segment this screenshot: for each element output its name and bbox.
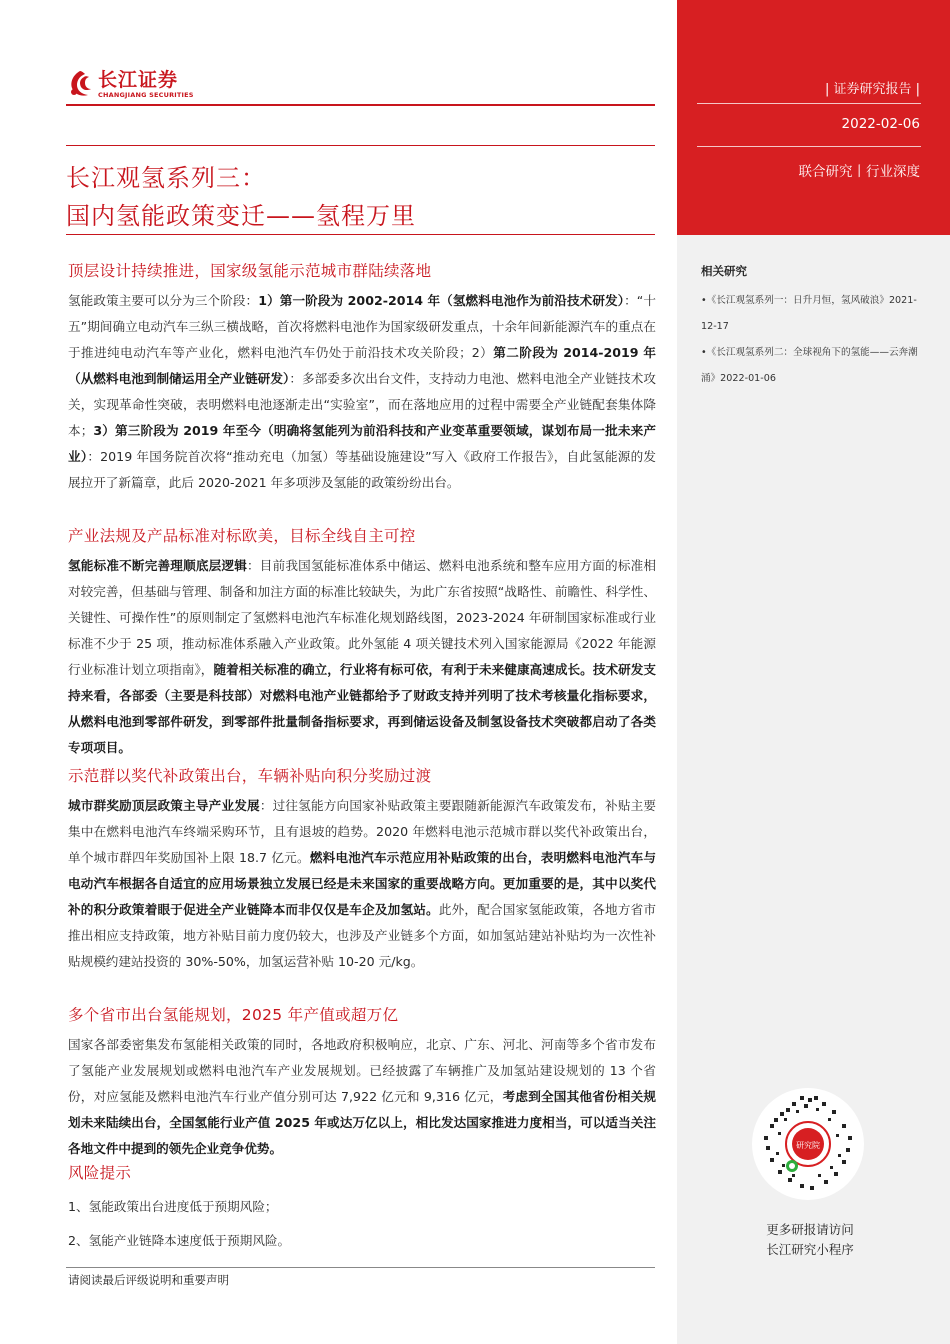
bold-text-run: 3）第三阶段为 2019 年至今（明确将氢能列为前沿科技和产业变革重要领域，谋划布局一批未来产业）	[68, 423, 656, 464]
text-run: ：目前我国氢能标准体系中储运、燃料电池系统和整车应用方面的标准相对较完善，但基础与管理、制备和加注方面的标准比较缺失，为此广东省按照“战略性、前瞻性、科学性、关键性、可操作性”的原则制定了氢燃料电池汽车标准化规划路线图，2023-2024 年研制国家标准或行业标准不少于 25 项，推动标准体系融入产业政策。此外氢能 4 项关键技术列入国家能源局《2022 年能源行业标准计划立项指南》，	[68, 558, 657, 677]
bold-text-run: 1）第一阶段为 2002-2014 年（氢燃料电池作为前沿技术研发）	[258, 293, 625, 308]
risk-item-1: 1、氢能政策出台进度低于预期风险；	[68, 1199, 278, 1214]
brand-name-cn: 长江证券	[98, 69, 179, 91]
section-heading-2: 产业法规及产品标准对标欧美，目标全线自主可控	[68, 527, 416, 545]
text-run: 氢能政策主要可以分为三个阶段：	[68, 293, 259, 308]
changjiang-logo-icon	[66, 69, 94, 99]
report-type: 联合研究丨行业深度	[798, 164, 920, 180]
sidebar-divider-1	[697, 103, 921, 104]
report-title-line1: 长江观氢系列三：	[66, 164, 266, 192]
qr-code-icon	[752, 1088, 864, 1200]
section-heading-4: 多个省市出台氢能规划，2025 年产值或超万亿	[68, 1006, 399, 1024]
risk-item-2: 2、氢能产业链降本速度低于预期风险。	[68, 1233, 291, 1248]
section-body-3	[68, 793, 656, 975]
section-heading-1: 顶层设计持续推进，国家级氢能示范城市群陆续落地	[68, 262, 432, 280]
text-run: 国家各部委密集发布氢能相关政策的同时，各地政府积极响应，北京、广东、河北、河南等多个省市发布了氢能产业发展规划或燃料电池汽车产业发展规划。已经披露了车辆推广及加氢站建设规划的 13 个省份，对应氢能及燃料电池汽车行业产值分别可达 7,922 亿元和 9,316 亿元，	[68, 1037, 656, 1104]
mini-program-qr-code[interactable]	[752, 1088, 864, 1200]
section-heading-3: 示范群以奖代补政策出台，车辆补贴向积分奖励过渡	[68, 767, 432, 785]
bold-text-run: 第二阶段为 2014-2019 年（从燃料电池到制储运用全产业链研发）	[68, 345, 656, 386]
bold-text-run: 城市群奖励顶层政策主导产业发展	[68, 798, 260, 813]
text-run: ：多部委多次出台文件，支持动力电池、燃料电池全产业链技术攻关，实现革命性突破，表明燃料电池逐渐走出“实验室”，而在落地应用的过程中需要全产业链配套集体降本；	[68, 371, 657, 438]
bold-text-run: 考虑到全国其他省份相关规划未来陆续出台，全国氢能行业产值 2025 年或达万亿以上，相比发达国家推进力度相当，可以适当关注各地文件中提到的领先企业竞争优势。	[68, 1089, 657, 1156]
qr-code-caption	[745, 1220, 875, 1260]
related-research-title: 相关研究	[701, 264, 747, 278]
qr-caption-line1: 更多研报请访问	[766, 1222, 854, 1237]
qr-center-label: 研究院	[796, 1141, 820, 1150]
related-research-item[interactable]: •《长江观氢系列二：全球视角下的氢能——云奔潮涌》2022-01-06	[701, 347, 918, 384]
company-logo	[66, 66, 194, 102]
title-bottom-divider	[66, 234, 655, 235]
report-date: 2022-02-06	[841, 116, 920, 132]
text-run: ：“十五”期间确立电动汽车三纵三横战略，首次将燃料电池作为国家级研发重点，十余年间新能源汽车的重点在于推进纯电动汽车等产业化，燃料电池汽车仍处于前沿技术攻关阶段；2）	[68, 293, 657, 360]
brand-name-en: CHANGJIANG SECURITIES	[98, 91, 194, 99]
text-run: ：2019 年国务院首次将“推动充电（加氢）等基础设施建设”写入《政府工作报告》，自此氢能源的发展拉开了新篇章，此后 2020-2021 年多项涉及氢能的政策纷纷出台。	[68, 449, 657, 490]
text-run: 此外，配合国家氢能政策，各地方省市推出相应支持政策，地方补贴目前力度仍较大，也涉及产业链多个方面，如加氢站建站补贴均为一次性补贴规模约建站投资的 30%-50%，加氢运营补贴 10-20 元/kg。	[68, 902, 657, 969]
bold-text-run: 氢能标准不断完善理顺底层逻辑	[68, 558, 248, 573]
risk-heading: 风险提示	[68, 1164, 132, 1182]
report-title-line2: 国内氢能政策变迁——氢程万里	[66, 202, 416, 230]
bold-text-run: 随着相关标准的确立，行业将有标可依，有利于未来健康高速成长。技术研发支持来看，各部委（主要是科技部）对燃料电池产业链都给予了财政支持并列明了技术考核量化指标要求，从燃料电池到零部件研发，到零部件批量制备指标要求，再到储运设备及制氢设备技术突破都启动了各类专项项目。	[68, 662, 657, 755]
report-category-label: | 证券研究报告 |	[824, 82, 920, 97]
qr-caption-line2: 长江研究小程序	[766, 1242, 854, 1257]
text-run: ：过往氢能方向国家补贴政策主要跟随新能源汽车政策发布，补贴主要集中在燃料电池汽车终端采购环节，且有退坡的趋势。2020 年燃料电池示范城市群以奖代补政策出台，单个城市群四年奖励国补上限 18.7 亿元。	[68, 798, 657, 865]
section-body-2	[68, 553, 656, 761]
footer-divider	[66, 1267, 655, 1268]
related-research-item[interactable]: •《长江观氢系列一：日升月恒，氢风破浪》2021-12-17	[701, 295, 917, 332]
footer-disclaimer-note: 请阅读最后评级说明和重要声明	[68, 1273, 229, 1287]
bold-text-run: 燃料电池汽车示范应用补贴政策的出台，表明燃料电池汽车与电动汽车根据各自适宜的应用场景独立发展已经是未来国家的重要战略方向。更加重要的是，其中以奖代补的积分政策着眼于促进全产业链降本而非仅仅是车企及加氢站。	[68, 850, 656, 917]
title-top-divider	[66, 145, 655, 146]
header-divider	[66, 104, 655, 106]
section-body-4	[68, 1032, 656, 1162]
sidebar-divider-2	[697, 146, 921, 147]
section-body-1	[68, 288, 656, 496]
